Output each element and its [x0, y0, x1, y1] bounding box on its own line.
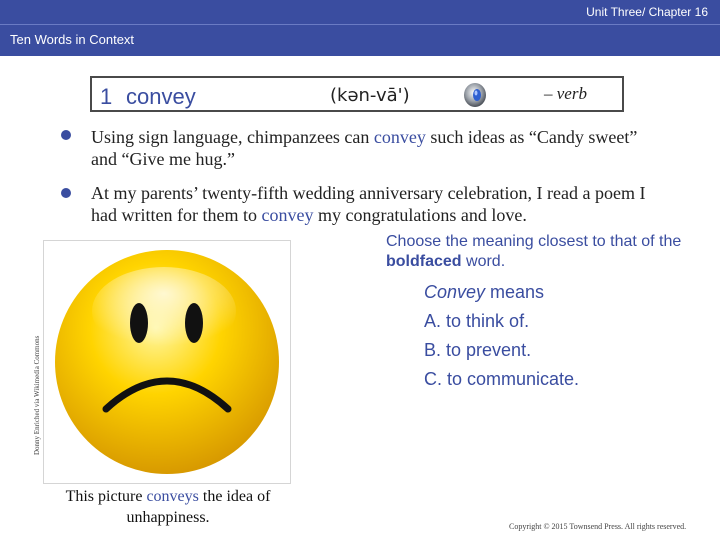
image-caption — [60, 486, 276, 528]
question-block — [424, 278, 579, 394]
pronunciation: (kən-vā') — [330, 85, 410, 106]
image-credit: Donny Enriched via Wikimedia Commons — [33, 335, 41, 455]
instruction-text: Choose the meaning closest to that of the — [386, 233, 682, 250]
answer-option-a[interactable] — [424, 307, 579, 336]
sentence-text: my congratulations and love. — [313, 205, 527, 225]
option-text: to think of. — [441, 311, 530, 331]
left-eye — [130, 303, 148, 343]
instruction-text: word. — [461, 253, 506, 270]
example-sentence-1 — [91, 126, 661, 170]
option-text: to prevent. — [441, 340, 532, 360]
vocabulary-word-box — [90, 76, 624, 112]
copyright: Copyright © 2015 Townsend Press. All rights reserved. — [509, 522, 687, 531]
question-stem — [424, 278, 579, 307]
option-letter: C. — [424, 369, 442, 389]
word-number: 1 — [100, 84, 113, 109]
caption-text: the idea of unhappiness. — [126, 488, 271, 526]
caption-text: This picture — [65, 488, 147, 505]
speaker-icon[interactable] — [462, 82, 488, 108]
stem-word: Convey — [424, 282, 486, 302]
right-eye — [185, 303, 203, 343]
example-sentence-2 — [91, 182, 661, 226]
answer-option-c[interactable] — [424, 365, 579, 394]
sentence-keyword: convey — [261, 205, 314, 225]
vocabulary-word: convey — [126, 84, 196, 109]
section-title: Ten Words in Context — [10, 32, 135, 47]
sentence-keyword: convey — [373, 127, 426, 147]
caption-keyword: conveys — [146, 488, 199, 505]
top-bar — [0, 0, 720, 24]
sentence-text: At my parents’ twenty-fifth wedding anniversary celebration, I read a poem I had written for them to — [91, 183, 646, 225]
question-instruction — [386, 232, 720, 272]
sentence-text: Using sign language, chimpanzees can — [91, 127, 374, 147]
stem-text: means — [485, 282, 545, 302]
bullet — [61, 188, 71, 198]
sad-face-icon — [44, 241, 290, 483]
option-letter: A. — [424, 311, 442, 331]
sentence-text: such ideas as “Candy sweet” and “Give me hug.” — [91, 127, 638, 169]
sad-face-image — [43, 240, 291, 484]
instruction-bold: boldfaced — [386, 253, 462, 270]
bullet — [61, 130, 71, 140]
answer-option-b[interactable] — [424, 336, 579, 365]
option-text: to communicate. — [442, 369, 580, 389]
option-letter: B. — [424, 340, 442, 360]
section-bar — [0, 24, 720, 56]
breadcrumb: Unit Three/ Chapter 16 — [586, 5, 708, 19]
part-of-speech: – verb — [544, 84, 587, 103]
